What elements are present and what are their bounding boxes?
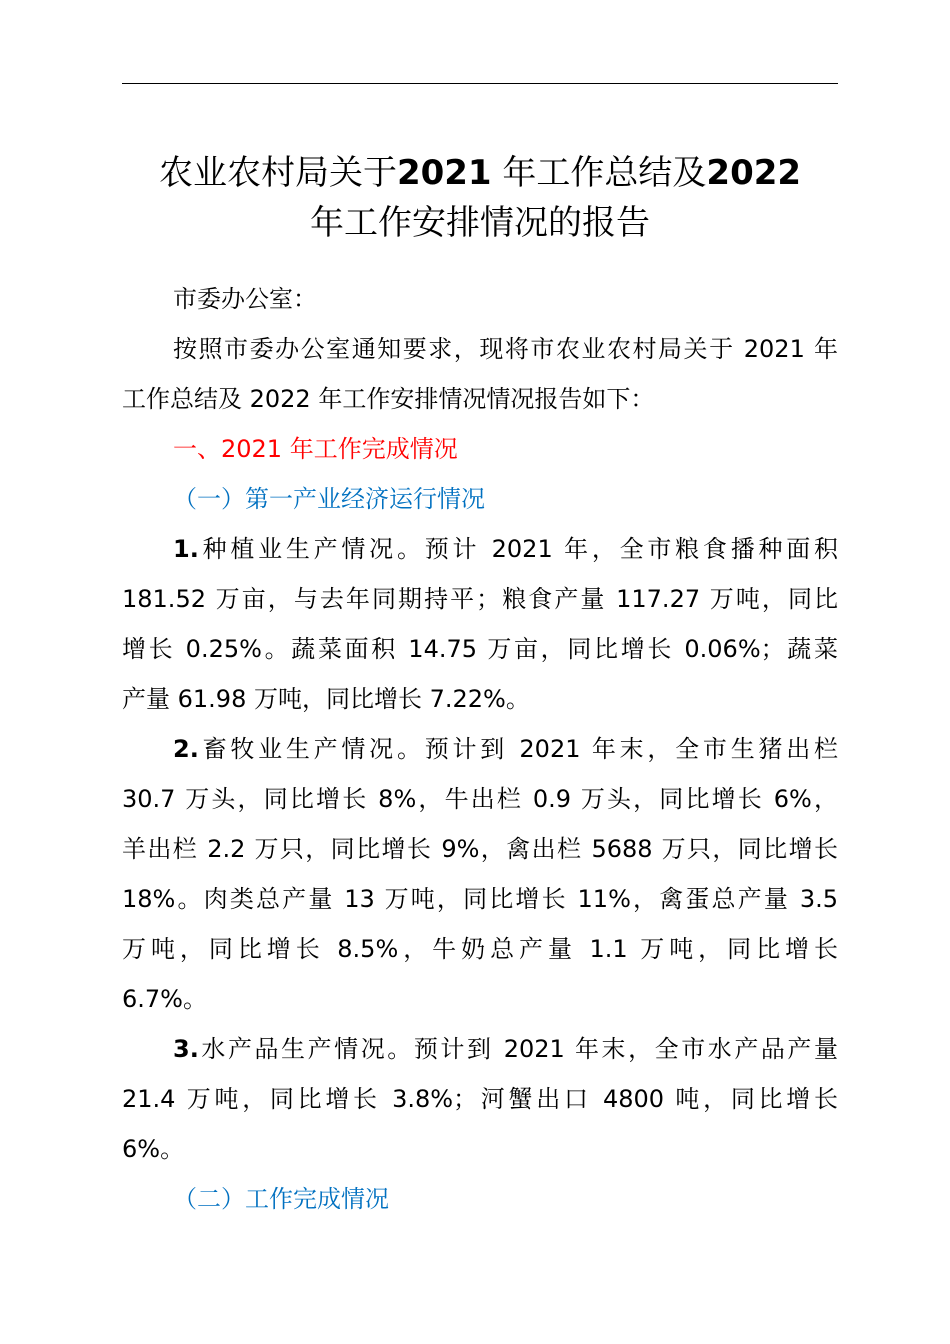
item-3-line: 3.水产品生产情况。预计到 2021 年末，全市水产品产量 xyxy=(173,1035,838,1063)
item-3-line: 21.4 万吨，同比增长 3.8%；河蟹出口 4800 吨，同比增长 xyxy=(122,1085,838,1113)
document-title-line-1: 农业农村局关于2021 年工作总结及2022 xyxy=(158,153,802,193)
subsection-heading: （二）工作完成情况 xyxy=(173,1185,389,1213)
item-number: 2. xyxy=(173,735,199,763)
item-number: 3. xyxy=(173,1035,199,1063)
item-2-line: 30.7 万头，同比增长 8%，牛出栏 0.9 万头，同比增长 6%， xyxy=(122,785,838,813)
document-title-line-2: 年工作安排情况的报告 xyxy=(310,203,650,243)
item-2-line: 羊出栏 2.2 万只，同比增长 9%，禽出栏 5688 万只，同比增长 xyxy=(122,835,838,863)
item-2-line: 万吨，同比增长 8.5%，牛奶总产量 1.1 万吨，同比增长 xyxy=(122,935,838,963)
section-heading: 一、2021 年工作完成情况 xyxy=(173,435,458,463)
item-1-line: 1.种植业生产情况。预计 2021 年，全市粮食播种面积 xyxy=(173,535,838,563)
item-2-line: 6.7%。 xyxy=(122,985,207,1013)
item-1-line: 181.52 万亩，与去年同期持平；粮食产量 117.27 万吨，同比 xyxy=(122,585,838,613)
item-1-line: 增长 0.25%。蔬菜面积 14.75 万亩，同比增长 0.06%；蔬菜 xyxy=(122,635,838,663)
item-number: 1. xyxy=(173,535,199,563)
intro-paragraph-line: 工作总结及 2022 年工作安排情况情况报告如下： xyxy=(122,385,655,413)
item-2-line: 2.畜牧业生产情况。预计到 2021 年末，全市生猪出栏 xyxy=(173,735,838,763)
item-1-line: 产量 61.98 万吨，同比增长 7.22%。 xyxy=(122,685,530,713)
salutation: 市委办公室： xyxy=(173,285,317,313)
subsection-heading: （一）第一产业经济运行情况 xyxy=(173,485,485,513)
item-3-line: 6%。 xyxy=(122,1135,185,1163)
item-2-line: 18%。肉类总产量 13 万吨，同比增长 11%，禽蛋总产量 3.5 xyxy=(122,885,838,913)
header-rule xyxy=(122,83,838,84)
intro-paragraph-line: 按照市委办公室通知要求，现将市农业农村局关于 2021 年 xyxy=(173,335,838,363)
